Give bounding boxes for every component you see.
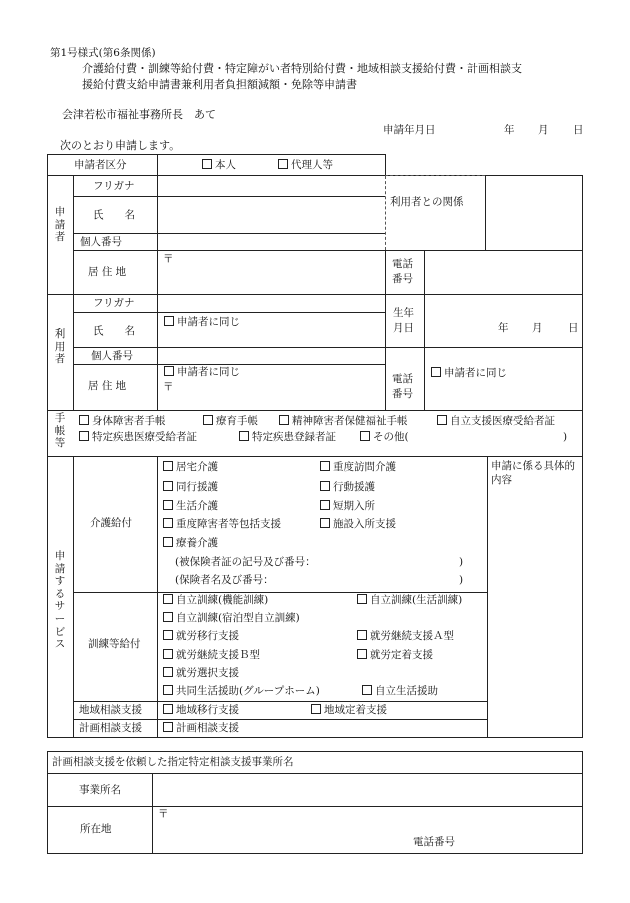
training-item-4[interactable] — [163, 649, 260, 662]
service-label: 施設入所支援 — [333, 518, 396, 530]
service-label: 計画相談支援 — [176, 722, 239, 734]
service-label: 共同生活援助(グループホーム) — [176, 685, 320, 697]
care-item-5[interactable] — [163, 537, 218, 550]
applicant-personal-no-label: 個人番号 — [80, 236, 122, 248]
checkbox-icon — [163, 667, 173, 677]
plan-label: 計画相談支援 — [79, 722, 142, 734]
checkbox-icon — [203, 415, 213, 425]
training-item-2[interactable] — [163, 612, 300, 625]
applicant-address-label: 居 住 地 — [88, 266, 127, 278]
notebook-2[interactable] — [203, 415, 258, 428]
applicant-phone-label: 電話 番号 — [392, 258, 413, 286]
care-item-7[interactable] — [320, 481, 375, 494]
checkbox-icon — [163, 461, 173, 471]
care-item-9[interactable] — [320, 518, 396, 531]
care-item-8[interactable] — [320, 500, 375, 513]
same-label: 申請者に同じ — [177, 316, 240, 328]
checkbox-icon — [163, 649, 173, 659]
office-postal-mark: 〒 — [158, 808, 169, 820]
training-item-10[interactable] — [362, 685, 438, 698]
form-title-line1: 介護給付費・訓練等給付費・特定障がい者特別給付費・地域相談支援給付費・計画相談支 — [82, 62, 522, 75]
training-label: 訓練等給付 — [88, 638, 141, 650]
notebook-4[interactable] — [437, 415, 555, 428]
checkbox-icon — [279, 415, 289, 425]
notebook-other-close: ) — [563, 431, 568, 443]
training-item-7[interactable] — [357, 594, 462, 607]
service-label: 地域移行支援 — [176, 704, 239, 716]
applicant-type-proxy[interactable] — [278, 159, 333, 172]
service-label: 就労選択支援 — [176, 667, 239, 679]
community-label: 地域相談支援 — [79, 704, 142, 716]
applicant-postal-mark: 〒 — [163, 253, 174, 265]
checkbox-icon — [79, 415, 89, 425]
intro-text: 次のとおり申請します。 — [60, 139, 181, 152]
checkbox-icon — [163, 500, 173, 510]
checkbox-icon — [357, 649, 367, 659]
services-section-label: 申請するサービス — [54, 550, 66, 651]
training-item-8[interactable] — [357, 630, 454, 643]
care-item-1[interactable] — [163, 461, 218, 474]
relation-label: 利用者との関係 — [390, 196, 464, 208]
birth-day: 日 — [568, 322, 579, 334]
service-label: 就労定着支援 — [370, 649, 433, 661]
training-item-1[interactable] — [163, 594, 268, 607]
service-label: 行動援護 — [333, 481, 375, 493]
applicant-name-field[interactable] — [158, 197, 385, 233]
user-address-same[interactable] — [164, 366, 240, 379]
user-personal-no-label: 個人番号 — [91, 350, 133, 362]
birth-label: 生年 月日 — [393, 307, 414, 335]
checkbox-icon — [320, 461, 330, 471]
service-label: 重度障害者等包括支援 — [176, 518, 281, 530]
checkbox-icon — [164, 316, 174, 326]
plan-item-1[interactable] — [163, 722, 239, 735]
service-label: 就労継続支援Ａ型 — [370, 630, 454, 642]
service-label: 就労継続支援Ｂ型 — [176, 649, 260, 661]
notebook-3[interactable] — [279, 415, 408, 428]
service-label: 自立訓練(生活訓練) — [370, 594, 463, 606]
birth-month: 月 — [532, 322, 543, 334]
applicant-personal-no-field[interactable] — [158, 234, 385, 250]
notebook-1[interactable] — [79, 415, 166, 428]
service-detail-label: 申請に係る具体的内容 — [491, 460, 575, 487]
checkbox-icon — [163, 612, 173, 622]
service-label: 短期入所 — [333, 500, 375, 512]
checkbox-icon — [164, 366, 174, 376]
office-phone-label: 電話番号 — [413, 836, 455, 848]
checkbox-icon — [360, 431, 370, 441]
user-phone-same[interactable] — [431, 367, 507, 380]
form-title-line2: 援給付費支給申請書兼利用者負担額減額・免除等申請書 — [82, 78, 357, 91]
date-label: 申請年月日 — [383, 124, 436, 136]
birth-year: 年 — [498, 322, 509, 334]
notebook-label: 精神障害者保健福祉手帳 — [292, 415, 408, 427]
notebook-label: 身体障害者手帳 — [92, 415, 166, 427]
notebook-label: 療育手帳 — [216, 415, 258, 427]
applicant-type-label: 申請者区分 — [74, 159, 127, 171]
checkbox-icon — [163, 594, 173, 604]
notebook-label: 特定疾患登録者証 — [252, 431, 336, 443]
relation-field[interactable] — [486, 176, 582, 250]
same-label: 申請者に同じ — [177, 366, 240, 378]
care-label: 介護給付 — [90, 517, 132, 529]
date-month: 月 — [538, 124, 549, 136]
date-day: 日 — [573, 124, 584, 136]
checkbox-icon — [320, 500, 330, 510]
service-label: 自立訓練(宿泊型自立訓練) — [176, 612, 300, 624]
community-item-1[interactable] — [163, 704, 239, 717]
checkbox-icon — [79, 431, 89, 441]
checkbox-icon — [357, 630, 367, 640]
checkbox-icon — [278, 159, 288, 169]
date-year: 年 — [504, 124, 515, 136]
checkbox-icon — [163, 722, 173, 732]
training-item-5[interactable] — [163, 667, 239, 680]
service-label: 居宅介護 — [176, 461, 218, 473]
notebook-label: 特定疾患医療受給者証 — [92, 431, 197, 443]
checkbox-icon — [163, 518, 173, 528]
checkbox-icon — [357, 594, 367, 604]
office-name-field[interactable] — [153, 774, 582, 806]
user-address-label: 居 住 地 — [88, 380, 127, 392]
user-name-same[interactable] — [164, 316, 240, 329]
insured-no-label: (被保険者証の記号及び番号： — [175, 556, 316, 568]
insurer-close: ) — [459, 574, 464, 586]
checkbox-icon — [163, 704, 173, 714]
checkbox-icon — [163, 481, 173, 491]
notebook-other-label: その他( — [373, 431, 409, 443]
community-item-2[interactable] — [311, 704, 387, 717]
office-address-label: 所在地 — [80, 823, 112, 835]
service-label: 自立生活援助 — [375, 685, 438, 697]
service-label: 自立訓練(機能訓練) — [176, 594, 269, 606]
applicant-name-label: 氏 名 — [93, 209, 135, 221]
form-number: 第1号様式(第6条関係) — [50, 47, 156, 59]
same-label: 申請者に同じ — [444, 367, 507, 379]
user-postal-mark: 〒 — [163, 381, 174, 393]
service-label: 生活介護 — [176, 500, 218, 512]
applicant-type-self[interactable] — [202, 159, 236, 172]
user-furigana-label: フリガナ — [93, 297, 135, 309]
checkbox-icon — [431, 367, 441, 377]
care-item-6[interactable] — [320, 461, 396, 474]
notebook-5[interactable] — [79, 431, 197, 444]
office-name-label: 事業所名 — [79, 784, 121, 796]
care-item-3[interactable] — [163, 500, 218, 513]
checkbox-icon — [437, 415, 447, 425]
user-name-label: 氏 名 — [93, 325, 135, 337]
office-heading: 計画相談支援を依頼した指定特定相談支援事業所名 — [52, 756, 294, 768]
checkbox-icon — [163, 630, 173, 640]
service-label: 就労移行支援 — [176, 630, 239, 642]
insurer-label: (保険者名及び番号： — [175, 574, 274, 586]
checkbox-icon — [320, 518, 330, 528]
training-item-3[interactable] — [163, 630, 239, 643]
checkbox-icon — [163, 685, 173, 695]
service-label: 同行援護 — [176, 481, 218, 493]
notebooks-section-label: 手帳等 — [54, 412, 66, 450]
applicant-furigana-label: フリガナ — [93, 180, 135, 192]
checkbox-icon — [239, 431, 249, 441]
service-label: 重度訪問介護 — [333, 461, 396, 473]
checkbox-icon — [311, 704, 321, 714]
addressee: 会津若松市福祉事務所長 あて — [62, 108, 216, 121]
notebook-label: 自立支援医療受給者証 — [450, 415, 555, 427]
applicant-section-label: 申請者 — [54, 206, 66, 244]
care-item-2[interactable] — [163, 481, 218, 494]
checkbox-icon — [320, 481, 330, 491]
checkbox-icon — [362, 685, 372, 695]
training-item-6[interactable] — [163, 685, 320, 698]
service-label: 療養介護 — [176, 537, 218, 549]
checkbox-icon — [163, 537, 173, 547]
notebook-other[interactable] — [360, 431, 409, 444]
care-item-4[interactable] — [163, 518, 281, 531]
training-item-9[interactable] — [357, 649, 433, 662]
service-label: 地域定着支援 — [324, 704, 387, 716]
checkbox-icon — [202, 159, 212, 169]
proxy-label: 代理人等 — [291, 159, 333, 171]
user-phone-label: 電話 番号 — [392, 373, 413, 401]
self-label: 本人 — [215, 159, 236, 171]
applicant-furigana-field[interactable] — [158, 176, 385, 196]
notebook-6[interactable] — [239, 431, 336, 444]
user-section-label: 利用者 — [54, 328, 66, 366]
insured-no-close: ) — [459, 556, 464, 568]
